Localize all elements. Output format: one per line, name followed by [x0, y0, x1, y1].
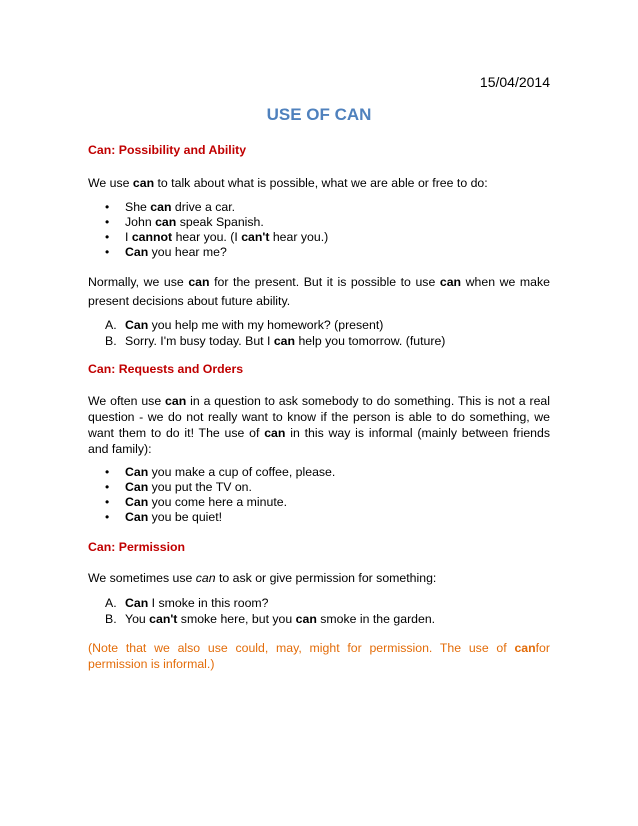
- bullet-list: [88, 465, 550, 525]
- list-item: • I cannot hear you. (I can't hear you.): [88, 230, 550, 245]
- paragraph: We sometimes use can to ask or give permission for something:: [88, 571, 437, 585]
- list-item: • Can you hear me?: [88, 245, 550, 260]
- list-item: A. Can you help me with my homework? (present): [105, 318, 384, 332]
- list-item: • Can you come here a minute.: [88, 495, 550, 510]
- document-date: 15/04/2014: [479, 74, 550, 90]
- note-paragraph: (Note that we also use could, may, might for permission. The use of canfor permission is informal.): [88, 641, 550, 671]
- list-item: • Can you put the TV on.: [88, 480, 550, 495]
- bullet-list: [88, 200, 550, 260]
- lettered-list: [88, 318, 550, 349]
- list-item: • Can you be quiet!: [88, 510, 550, 525]
- document-title: USE OF CAN: [266, 105, 372, 124]
- list-item: • John can speak Spanish.: [88, 215, 550, 230]
- section-heading-possibility: Can: Possibility and Ability: [88, 143, 247, 157]
- list-item: • Can you make a cup of coffee, please.: [88, 465, 550, 480]
- list-item: • She can drive a car.: [88, 200, 550, 215]
- paragraph: Normally, we use can for the present. But it is possible to use can when we make present decisions about future ability.: [88, 275, 551, 308]
- list-item: B. Sorry. I'm busy today. But I can help you tomorrow. (future): [105, 333, 446, 348]
- section-heading-permission: Can: Permission: [88, 540, 186, 554]
- section-heading-requests: Can: Requests and Orders: [88, 362, 244, 376]
- paragraph: We often use can in a question to ask somebody to do something. This is not a real question - we do not really want to know if the person is able to do something, we want them to do it! The use of can in this way is informal (mainly between friends and family):: [88, 394, 550, 456]
- list-item: A. Can I smoke in this room?: [105, 596, 269, 610]
- lettered-list: [88, 596, 550, 627]
- list-item: B. You can't smoke here, but you can smoke in the garden.: [105, 611, 436, 626]
- paragraph: We use can to talk about what is possible, what we are able or free to do:: [88, 176, 488, 190]
